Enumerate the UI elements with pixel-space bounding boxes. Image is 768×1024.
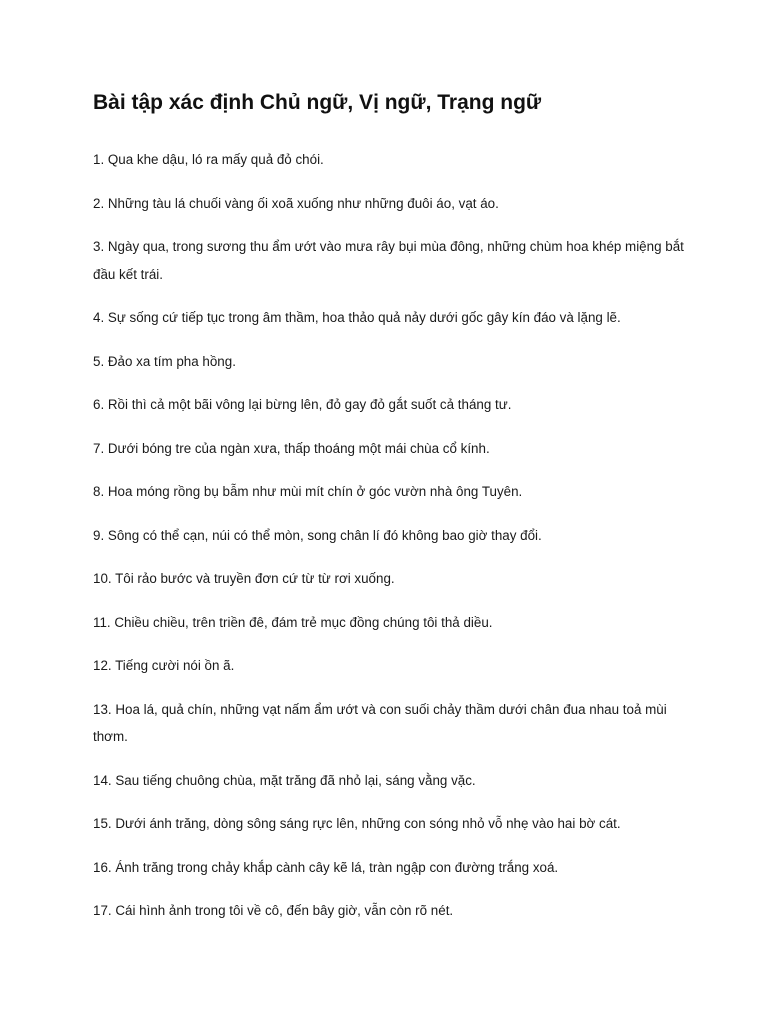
exercise-item: 16. Ánh trăng trong chảy khắp cành cây kẽ lá, tràn ngập con đường trắng xoá. <box>93 859 559 875</box>
exercise-item: 12. Tiếng cười nói ồn ã. <box>93 658 235 673</box>
exercise-item: 11. Chiều chiều, trên triền đê, đám trẻ mục đồng chúng tôi thả diều. <box>93 614 493 630</box>
exercise-item: 8. Hoa móng rồng bụ bẫm như mùi mít chín ở góc vườn nhà ông Tuyên. <box>93 484 523 499</box>
exercise-item: 1. Qua khe dậu, ló ra mấy quả đỏ chói. <box>93 152 324 167</box>
exercise-item: 6. Rồi thì cả một bãi vông lại bừng lên, đỏ gay đỏ gắt suốt cả tháng tư. <box>93 397 512 412</box>
document-title: Bài tập xác định Chủ ngữ, Vị ngữ, Trạng ngữ <box>93 91 542 114</box>
exercise-item: 7. Dưới bóng tre của ngàn xưa, thấp thoáng một mái chùa cổ kính. <box>93 440 490 456</box>
exercise-item: 15. Dưới ánh trăng, dòng sông sáng rực lên, những con sóng nhỏ vỗ nhẹ vào hai bờ cát. <box>93 816 621 831</box>
exercise-item: 4. Sự sống cứ tiếp tục trong âm thầm, hoa thảo quả nảy dưới gốc gây kín đáo và lặng lẽ. <box>93 310 621 325</box>
exercise-item: 5. Đảo xa tím pha hồng. <box>93 353 236 369</box>
exercise-item: 2. Những tàu lá chuối vàng ối xoã xuống như những đuôi áo, vạt áo. <box>93 195 499 211</box>
exercise-item: 9. Sông có thể cạn, núi có thể mòn, song chân lí đó không bao giờ thay đổi. <box>93 527 542 543</box>
exercise-item: 14. Sau tiếng chuông chùa, mặt trăng đã nhỏ lại, sáng vằng vặc. <box>93 772 476 788</box>
exercise-item: 10. Tôi rảo bước và truyền đơn cứ từ từ rơi xuống. <box>93 571 395 586</box>
exercise-list <box>93 146 688 925</box>
exercise-item: 13. Hoa lá, quả chín, những vạt nấm ẩm ướt và con suối chảy thầm dưới chân đua nhau toả mùi thơm. <box>93 701 667 744</box>
exercise-item: 3. Ngày qua, trong sương thu ẩm ướt vào mưa rây bụi mùa đông, những chùm hoa khép miệng bắt đầu kết trái. <box>93 239 684 282</box>
exercise-item: 17. Cái hình ảnh trong tôi về cô, đến bây giờ, vẫn còn rõ nét. <box>93 903 454 918</box>
